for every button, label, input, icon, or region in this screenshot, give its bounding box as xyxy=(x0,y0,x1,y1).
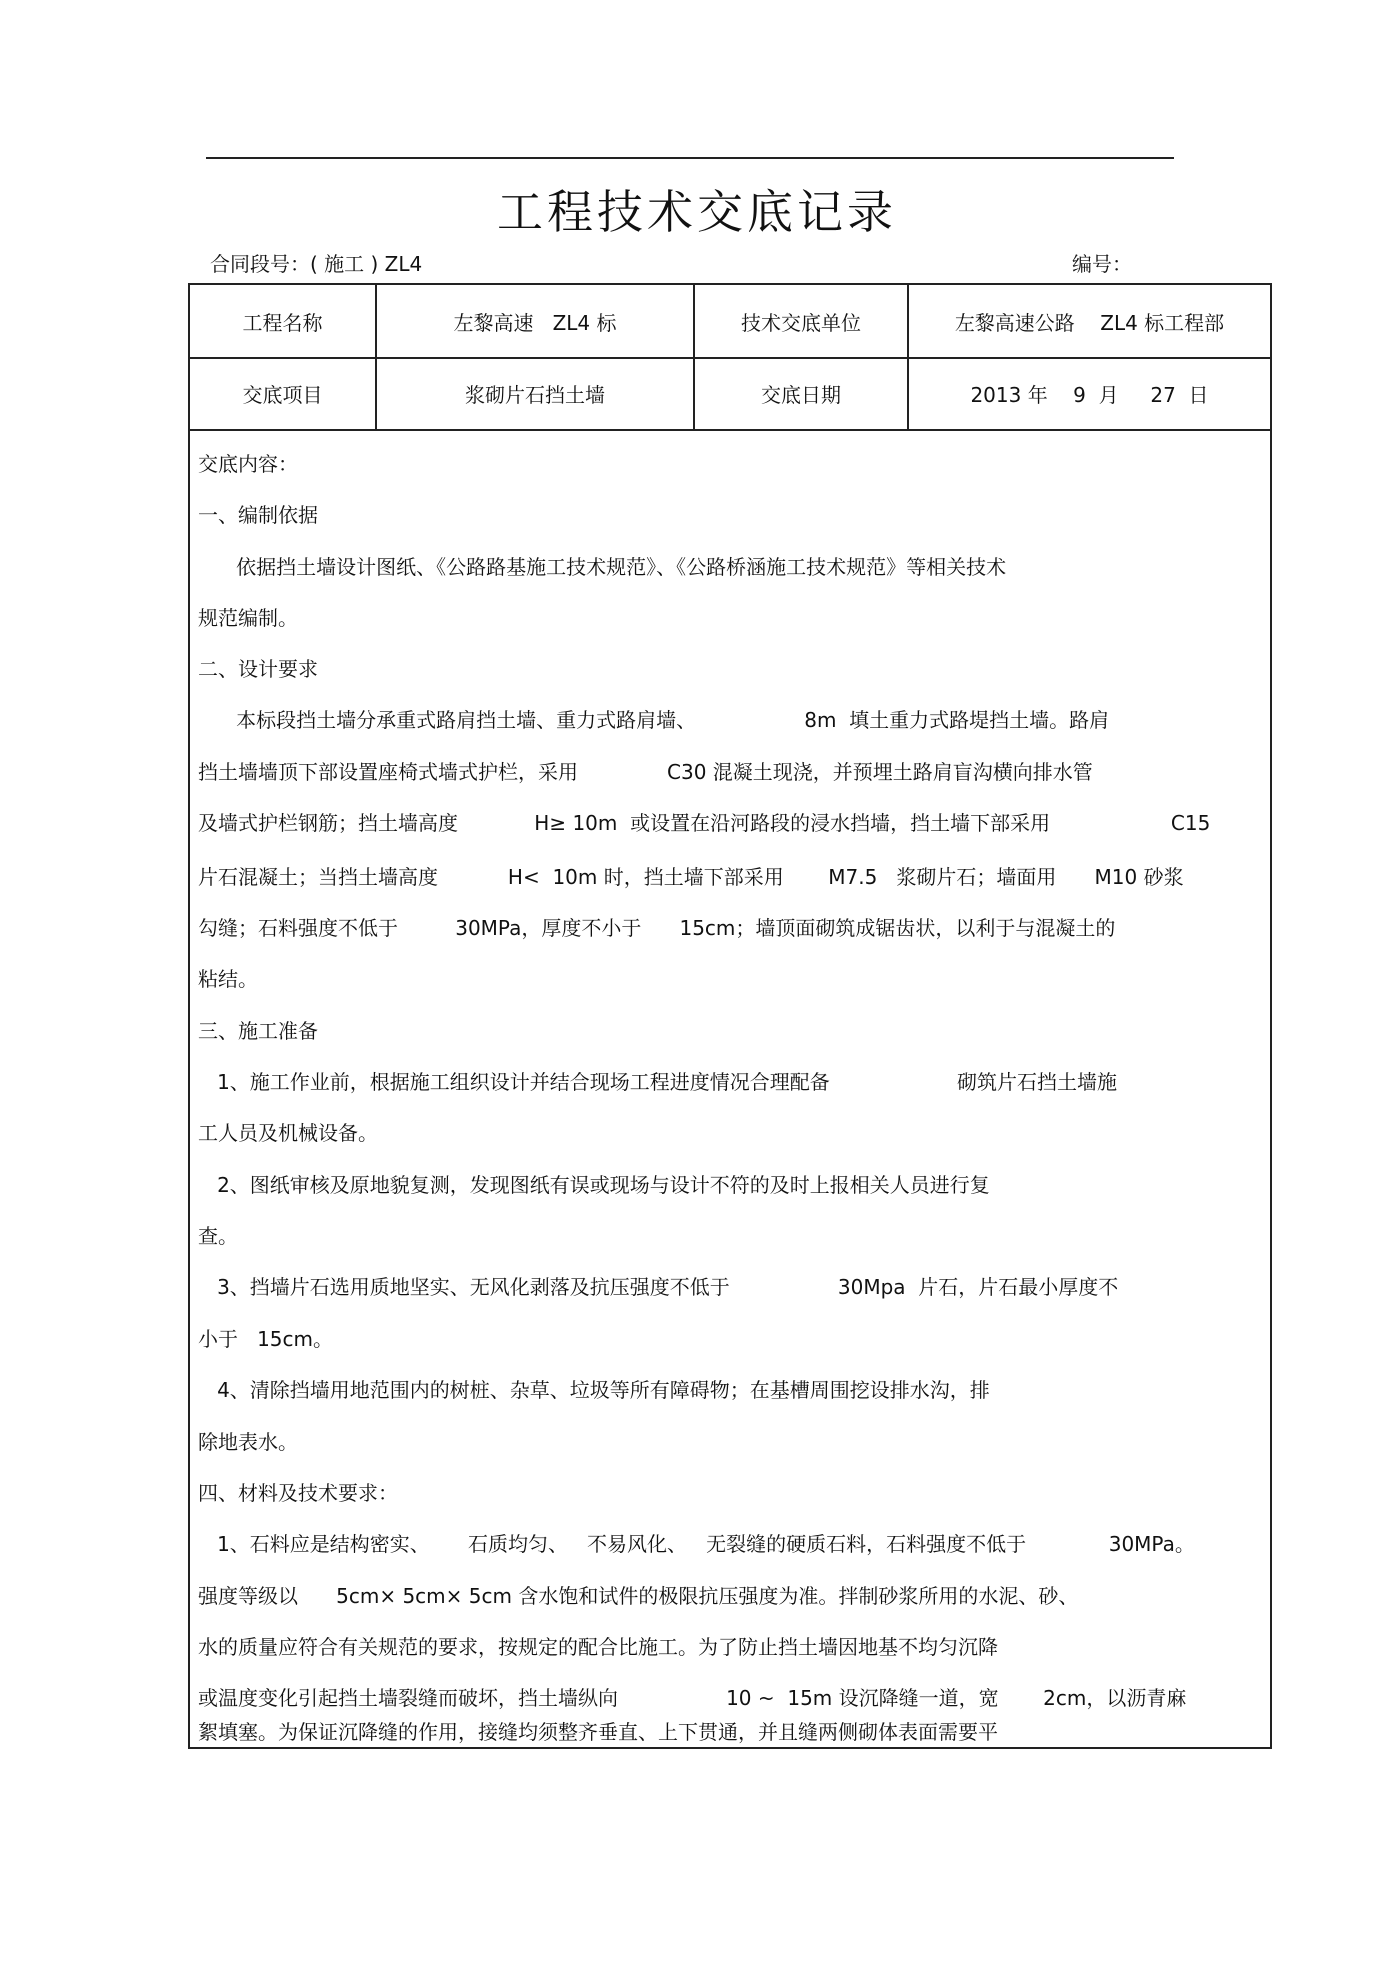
content-line: 1、施工作业前，根据施工组织设计并结合现场工程进度情况合理配备 砌筑片石挡土墙施 xyxy=(198,1070,1117,1094)
content-line: 挡土墙墙顶下部设置座椅式墙式护栏，采用 C30 混凝土现浇，并预埋土路肩盲沟横向排水管 xyxy=(198,760,1093,784)
content-line: 四、材料及技术要求： xyxy=(198,1481,398,1505)
disclosure-unit-label: 技术交底单位 xyxy=(741,310,861,335)
content-line: 依据挡土墙设计图纸、《公路路基施工技术规范》、《公路桥涵施工技术规范》等相关技术 xyxy=(198,555,1007,579)
content-line: 水的质量应符合有关规范的要求，按规定的配合比施工。为了防止挡土墙因地基不均匀沉降 xyxy=(198,1635,998,1659)
content-line: 1、石料应是结构密实、 石质均匀、 不易风化、 无裂缝的硬质石料，石料强度不低于 30MPa。 xyxy=(198,1532,1195,1556)
content-line: 粘结。 xyxy=(198,967,258,991)
content-line: 4、清除挡墙用地范围内的树桩、杂草、垃圾等所有障碍物；在基槽周围挖设排水沟，排 xyxy=(198,1378,990,1402)
content-line: 3、挡墙片石选用质地坚实、无风化剥落及抗压强度不低于 30Mpa 片石，片石最小厚度不 xyxy=(198,1275,1119,1299)
record-table xyxy=(188,283,1272,1749)
content-line: 查。 xyxy=(198,1224,238,1248)
number-label: 编号： xyxy=(1072,252,1132,276)
content-line: 本标段挡土墙分承重式路肩挡土墙、重力式路肩墙、 8m 填土重力式路堤挡土墙。路肩 xyxy=(198,708,1110,732)
disclosure-date-value: 2013 年 9 月 27 日 xyxy=(970,382,1209,407)
contract-label: 合同段号：( 施工 ) ZL4 xyxy=(210,252,423,276)
content-line: 2、图纸审核及原地貌复测，发现图纸有误或现场与设计不符的及时上报相关人员进行复 xyxy=(198,1173,990,1197)
project-name-value: 左黎高速 ZL4 标 xyxy=(453,310,617,335)
content-line: 交底内容： xyxy=(198,452,298,476)
disclosure-unit-value: 左黎高速公路 ZL4 标工程部 xyxy=(954,310,1225,335)
content-line: 或温度变化引起挡土墙裂缝而破坏，挡土墙纵向 10 ~ 15m 设沉降缝一道，宽 2cm，以沥青麻 xyxy=(198,1686,1187,1710)
document-title: 工程技术交底记录 xyxy=(497,185,897,239)
content-line: 一、编制依据 xyxy=(198,503,318,527)
content-line: 勾缝；石料强度不低于 30MPa，厚度不小于 15cm；墙顶面砌筑成锯齿状，以利于与混凝土的 xyxy=(198,916,1116,940)
content-line: 除地表水。 xyxy=(198,1430,298,1454)
content-line: 工人员及机械设备。 xyxy=(198,1121,378,1145)
content-line: 三、施工准备 xyxy=(198,1019,318,1043)
content-line: 片石混凝土；当挡土墙高度 H< 10m 时，挡土墙下部采用 M7.5 浆砌片石；墙面用 M10 砂浆 xyxy=(198,865,1184,889)
content-line: 小于 15cm。 xyxy=(198,1327,333,1351)
project-name-label: 工程名称 xyxy=(242,310,323,335)
top-rule xyxy=(206,157,1174,159)
content-line: 二、设计要求 xyxy=(198,657,318,681)
content-line: 絮填塞。为保证沉降缝的作用，接缝均须整齐垂直、上下贯通，并且缝两侧砌体表面需要平 xyxy=(198,1720,998,1744)
disclosure-item-value: 浆砌片石挡土墙 xyxy=(465,382,605,407)
row-divider xyxy=(190,429,1270,431)
content-line: 及墙式护栏钢筋；挡土墙高度 H≥ 10m 或设置在沿河路段的浸水挡墙，挡土墙下部采用 C15 xyxy=(198,811,1211,835)
disclosure-date-label: 交底日期 xyxy=(761,382,841,407)
content-line: 规范编制。 xyxy=(198,606,298,630)
disclosure-item-label: 交底项目 xyxy=(242,382,323,407)
content-line: 强度等级以 5cm× 5cm× 5cm 含水饱和试件的极限抗压强度为准。拌制砂浆所用的水泥、砂、 xyxy=(198,1584,1079,1608)
